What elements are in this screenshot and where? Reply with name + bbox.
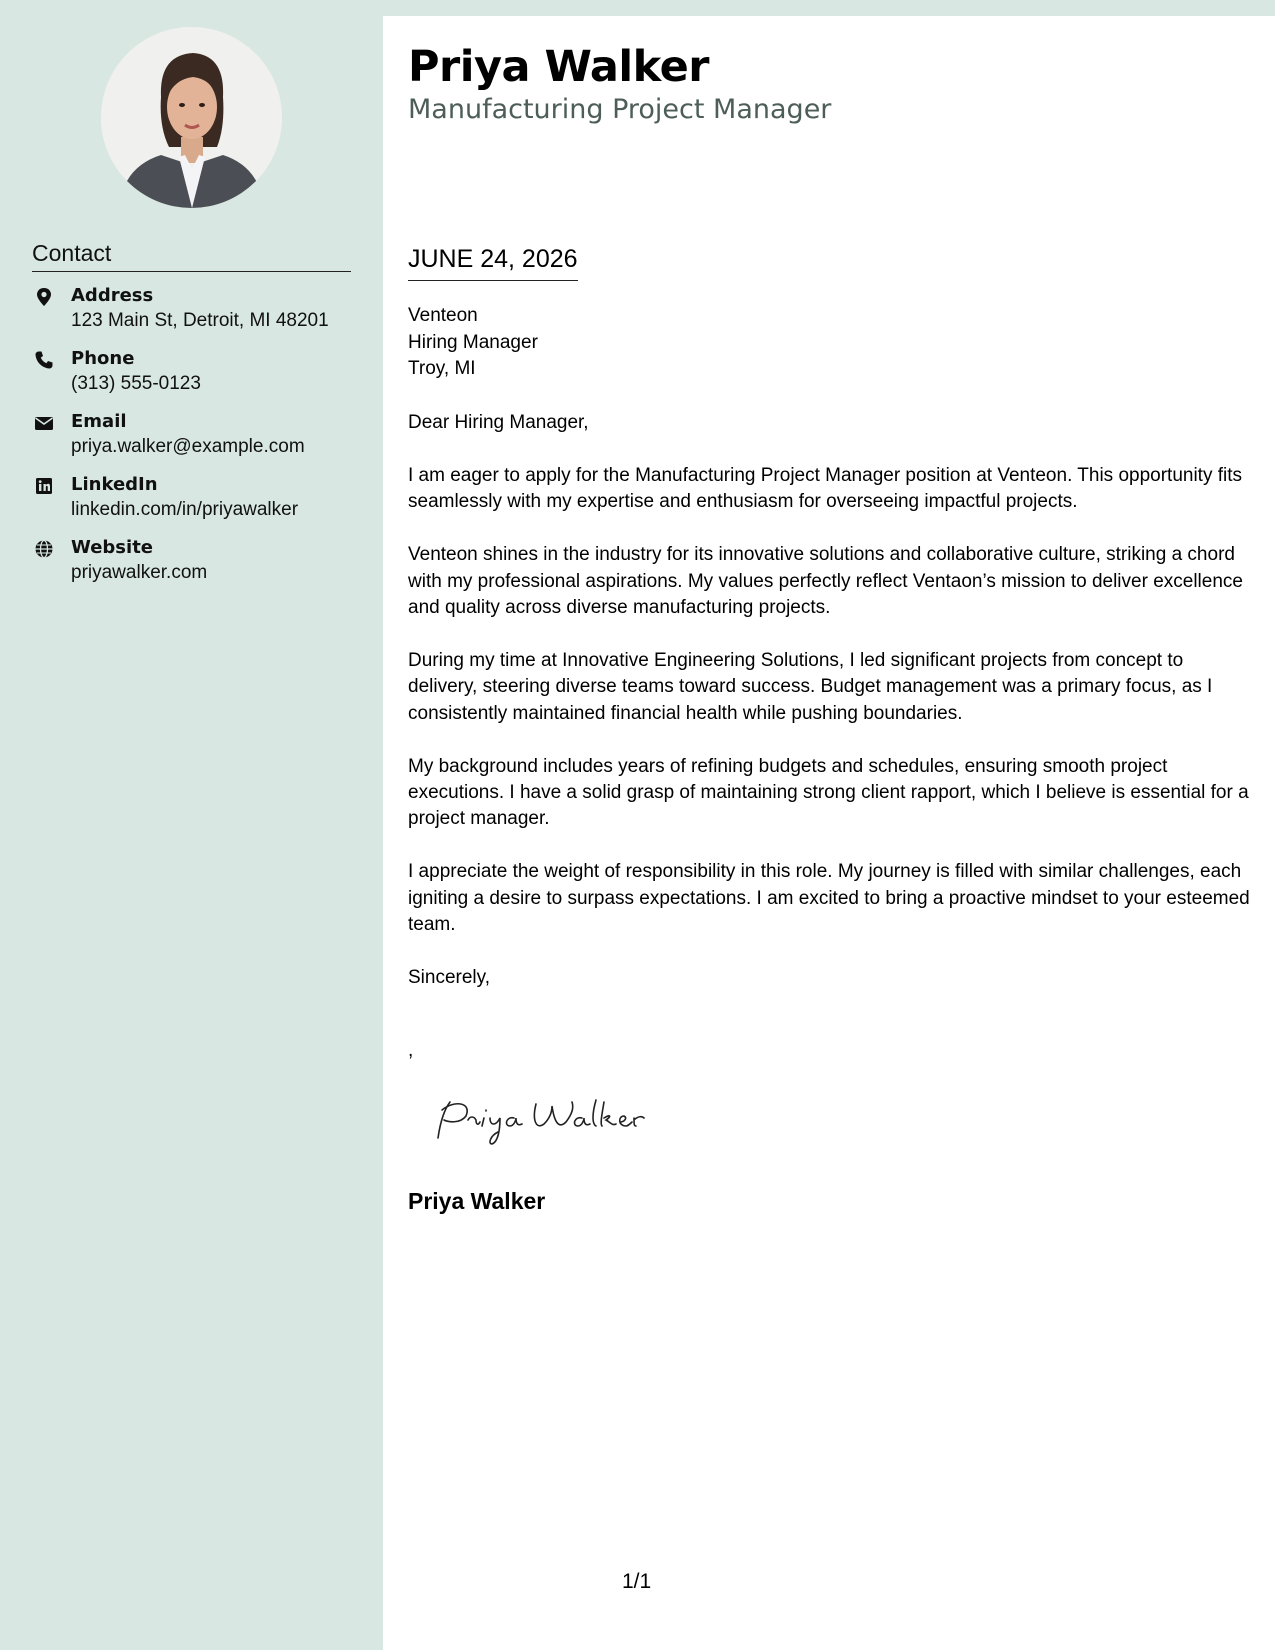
recipient-company: Venteon — [408, 305, 478, 326]
handwritten-signature — [420, 1090, 660, 1150]
page-number: 1/1 — [622, 1570, 652, 1593]
contact-linkedin — [32, 473, 372, 536]
avatar — [101, 27, 282, 208]
phone-icon — [34, 350, 54, 370]
letter-paragraph: During my time at Innovative Engineering Solutions, I led significant projects from concept to delivery, steering diverse teams toward success. Budget management was a primary focus, as I consistently maintained financial health while pushing boundaries. — [408, 649, 1213, 724]
contact-label: Phone — [71, 348, 135, 369]
contact-list — [32, 284, 372, 599]
envelope-icon — [34, 413, 54, 433]
contact-label: LinkedIn — [71, 474, 158, 495]
letter-date: JUNE 24, 2026 — [408, 245, 578, 281]
contact-value: linkedin.com/in/priyawalker — [71, 499, 299, 520]
job-title: Manufacturing Project Manager — [408, 94, 832, 125]
recipient-location: Troy, MI — [408, 358, 476, 379]
contact-label: Email — [71, 411, 127, 432]
comma-line: , — [408, 1040, 414, 1061]
location-pin-icon — [34, 287, 54, 307]
contact-value: (313) 555-0123 — [71, 373, 201, 394]
contact-email — [32, 410, 372, 473]
applicant-name: Priya Walker — [408, 42, 709, 92]
profile-photo — [101, 27, 282, 208]
linkedin-icon — [34, 476, 54, 496]
contact-label: Website — [71, 537, 154, 558]
contact-heading: Contact — [32, 240, 351, 272]
globe-icon — [34, 539, 54, 559]
salutation: Dear Hiring Manager, — [408, 412, 589, 433]
recipient-title: Hiring Manager — [408, 331, 538, 353]
contact-value: priya.walker@example.com — [71, 436, 305, 457]
contact-value: priyawalker.com — [71, 562, 208, 583]
contact-label: Address — [71, 285, 154, 306]
closing: Sincerely, — [408, 967, 491, 989]
contact-phone — [32, 347, 372, 410]
letter-body — [408, 410, 1250, 1018]
contact-address — [32, 284, 372, 347]
recipient-block — [408, 303, 538, 383]
letter-paragraph: My background includes years of refining budgets and schedules, ensuring smooth project executions. I have a solid grasp of maintaining strong client rapport, which I believe is essential for a project manager. — [408, 755, 1249, 830]
contact-value: 123 Main St, Detroit, MI 48201 — [71, 310, 329, 331]
letter-paragraph: I appreciate the weight of responsibility in this role. My journey is filled with similar challenges, each igniting a desire to surpass expectations. I am excited to bring a proactive mindset to your esteemed team. — [408, 861, 1250, 936]
letter-paragraph: I am eager to apply for the Manufacturing Project Manager position at Venteon. This opportunity fits seamlessly with my expertise and enthusiasm for overseeing impactful projects. — [408, 464, 1243, 513]
contact-website — [32, 536, 372, 599]
letter-paragraph: Venteon shines in the industry for its innovative solutions and collaborative culture, striking a chord with my professional aspirations. My values perfectly reflect Ventaon’s mission to deliver excellence and quality across diverse manufacturing projects. — [408, 544, 1243, 619]
signer-name: Priya Walker — [408, 1188, 546, 1214]
